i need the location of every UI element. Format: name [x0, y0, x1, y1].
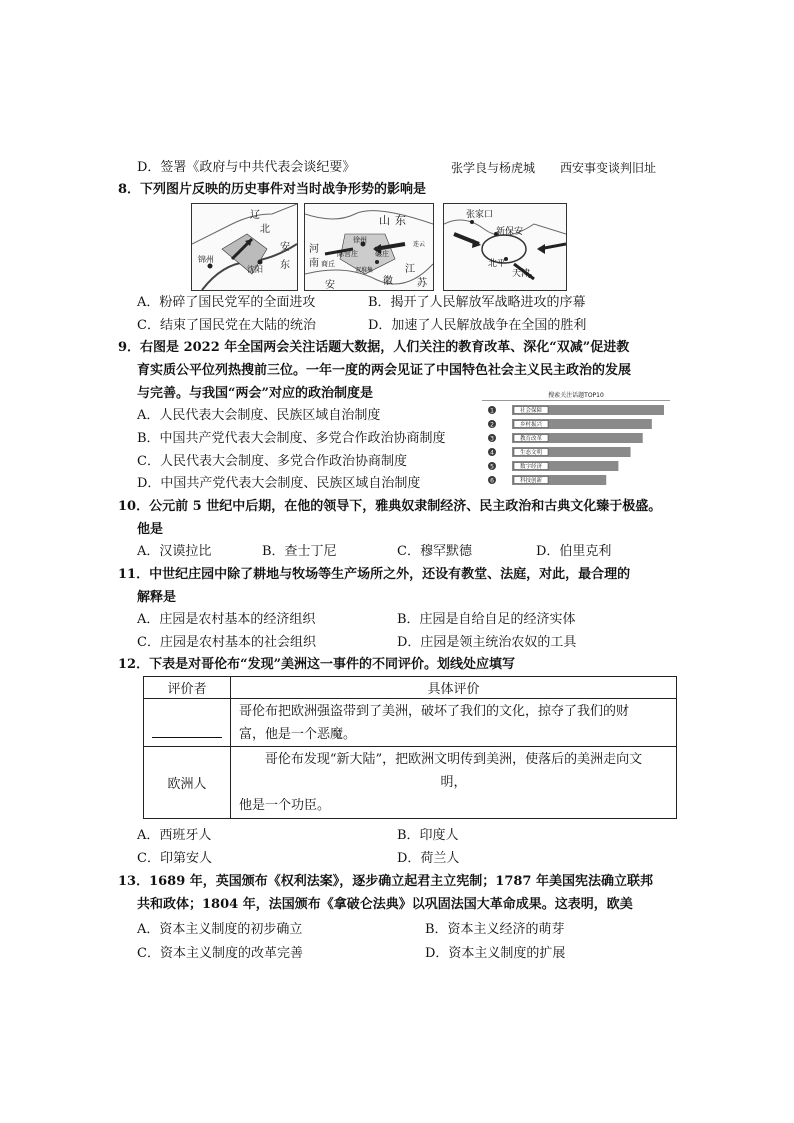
q9-option-d[interactable]: D．中国共产党代表大会制度、民族区域自治制度	[137, 476, 421, 491]
rank-label: 4	[490, 449, 494, 457]
answer-blank[interactable]	[144, 699, 231, 747]
table-row	[144, 699, 677, 747]
q12-option-d[interactable]: D．荷兰人	[397, 851, 460, 866]
map3-label-0: 张家口	[466, 210, 494, 220]
q13-option-c[interactable]: C．资本主义制度的改革完善	[137, 946, 303, 961]
map2-label-0: 山	[379, 214, 390, 227]
q11-stem-2: 解释是	[137, 590, 177, 605]
map2-label-8: 双堆集	[355, 267, 374, 274]
map3-label-3: 天津	[512, 269, 531, 279]
q11-option-c[interactable]: C．庄园是农村基本的社会组织	[137, 635, 316, 650]
map1-label-4: 安	[280, 242, 290, 253]
q11-option-d[interactable]: D．庄园是领主统治农奴的工具	[397, 635, 577, 650]
map1-label-1: 北	[260, 224, 270, 235]
map2-label-7: 碾庄	[375, 250, 389, 258]
q11-option-b[interactable]: B．庄园是自给自足的经济实体	[397, 612, 576, 627]
q7-caption-1: 张学良与杨虎城	[451, 161, 536, 175]
topic-label: 社会保障	[519, 408, 543, 414]
topic-label: 生态文明	[519, 450, 543, 456]
map1-label-0: 辽	[250, 210, 260, 221]
rank-label: 1	[490, 407, 494, 415]
q9-option-a[interactable]: A．人民代表大会制度、民族区域自治制度	[137, 408, 381, 423]
topic-label: 教育改革	[519, 436, 543, 442]
map2-label-6: 陈官庄	[337, 250, 358, 258]
q8-option-b[interactable]: B．揭开了人民解放军战略进攻的序幕	[368, 295, 586, 310]
q12-stem: 12．下表是对哥伦布“发现”美洲这一事件的不同评价。划线处应填写	[118, 657, 516, 672]
rank-label: 3	[490, 435, 494, 443]
evaluation-table	[143, 676, 677, 819]
q10-stem-2: 他是	[137, 522, 164, 537]
row2-eval-line-2: 明，	[440, 775, 467, 790]
rank-label: 2	[490, 421, 494, 429]
map2-label-13: 连云	[413, 241, 426, 248]
q13-stem-2: 共和政体；1804 年，法国颁布《拿破仑法典》以巩固法国大革命成果。这表明，欧美	[137, 897, 633, 912]
chart-title: 搜索关注话题TOP10	[482, 391, 670, 401]
topic-label: 数字经济	[519, 464, 543, 470]
q9-stem-2: 育实质公平位列热搜前三位。一年一度的两会见证了中国特色社会主义民主政治的发展	[137, 363, 632, 378]
rank-label: 6	[490, 477, 494, 485]
topic-label: 科技创新	[519, 478, 543, 484]
q12-option-b[interactable]: B．印度人	[397, 828, 459, 843]
rank-label: 5	[490, 463, 494, 471]
map-pingjin	[443, 203, 567, 291]
row2-evaluator: 欧洲人	[144, 747, 231, 819]
q9-stem-3: 与完善。与我国“两会”对应的政治制度是	[137, 386, 373, 401]
q12-option-c[interactable]: C．印第安人	[137, 851, 212, 866]
blank-line[interactable]	[152, 723, 222, 738]
map1-label-3: 沈阳	[247, 265, 263, 274]
q10-option-b[interactable]: B．查士丁尼	[262, 544, 337, 559]
topic-chart	[482, 391, 670, 491]
map2-label-12: 苏	[417, 278, 427, 289]
q9-option-b[interactable]: B．中国共产党代表大会制度、多党合作政治协商制度	[137, 431, 446, 446]
q13-option-d[interactable]: D．资本主义制度的扩展	[425, 946, 566, 961]
q11-stem-1: 11．中世纪庄园中除了耕地与牧场等生产场所之外，还设有教堂、法庭，对此，最合理的	[118, 567, 631, 582]
q8-option-c[interactable]: C．结束了国民党在大陆的统治	[137, 318, 316, 333]
q10-option-a[interactable]: A．汉谟拉比	[137, 544, 212, 559]
table-row	[144, 747, 677, 819]
q13-option-a[interactable]: A．资本主义制度的初步确立	[137, 922, 303, 937]
row1-eval-line-1: 哥伦布把欧洲强盗带到了美洲，破坏了我们的文化，掠夺了我们的财	[239, 703, 630, 719]
q10-stem-1: 10．公元前 5 世纪中后期，在他的领导下，雅典奴隶制经济、民主政治和古典文化臻于极盛。	[118, 499, 662, 514]
map3-label-1: 新保安	[496, 227, 524, 237]
map1-label-2: 锦州	[198, 255, 214, 264]
map2-label-3: 南	[309, 258, 319, 269]
q9-option-c[interactable]: C．人民代表大会制度、多党合作政治协商制度	[137, 454, 407, 469]
topic-chart-svg	[482, 391, 670, 491]
map-huaihai	[304, 203, 434, 291]
q13-stem-1: 13．1689 年，英国颁布《权利法案》，逐步确立起君主立宪制；1787 年美国宪法确立联邦	[118, 874, 654, 889]
row2-eval-line-1: 哥伦布发现“新大陆”，把欧洲文明传到美洲，使落后的美洲走向文	[264, 752, 643, 767]
map2-label-2: 河	[309, 244, 319, 255]
table-header-evaluator: 评价者	[144, 677, 231, 699]
table-header-evaluation: 具体评价	[231, 677, 677, 699]
map3-label-2: 北平	[488, 259, 507, 269]
q7-caption-2: 西安事变谈判旧址	[560, 161, 657, 175]
q7-option-d[interactable]: D．签署《政府与中共代表会谈纪要》	[137, 160, 356, 175]
q8-option-d[interactable]: D．加速了人民解放战争在全国的胜利	[368, 318, 587, 333]
map-liaoshen	[191, 203, 298, 291]
map2-label-11: 江	[405, 264, 415, 275]
map2-label-5: 商丘	[321, 260, 335, 268]
map2-label-9: 安	[325, 280, 335, 290]
map2-label-4: 徐州	[353, 236, 367, 244]
row2-eval-line-3: 他是一个功臣。	[239, 798, 331, 813]
q8-stem: 8．下列图片反映的历史事件对当时战争形势的影响是	[118, 182, 427, 197]
q10-option-c[interactable]: C．穆罕默德	[397, 544, 472, 559]
q13-option-b[interactable]: B．资本主义经济的萌芽	[425, 922, 565, 937]
q12-option-a[interactable]: A．西班牙人	[137, 828, 212, 843]
topic-label: 乡村振兴	[519, 422, 543, 428]
q10-option-d[interactable]: D．伯里克利	[536, 544, 612, 559]
map2-label-10: 徽	[383, 276, 393, 287]
q11-option-a[interactable]: A．庄园是农村基本的经济组织	[137, 612, 316, 627]
q9-stem-1: 9．右图是 2022 年全国两会关注话题大数据，人们关注的教育改革、深化“双减”促进教	[118, 340, 630, 355]
row1-eval-line-2: 富，他是一个恶魔。	[239, 726, 357, 742]
q8-option-a[interactable]: A．粉碎了国民党军的全面进攻	[137, 295, 316, 310]
map1-label-5: 东	[280, 260, 290, 271]
map2-label-1: 东	[395, 214, 406, 227]
